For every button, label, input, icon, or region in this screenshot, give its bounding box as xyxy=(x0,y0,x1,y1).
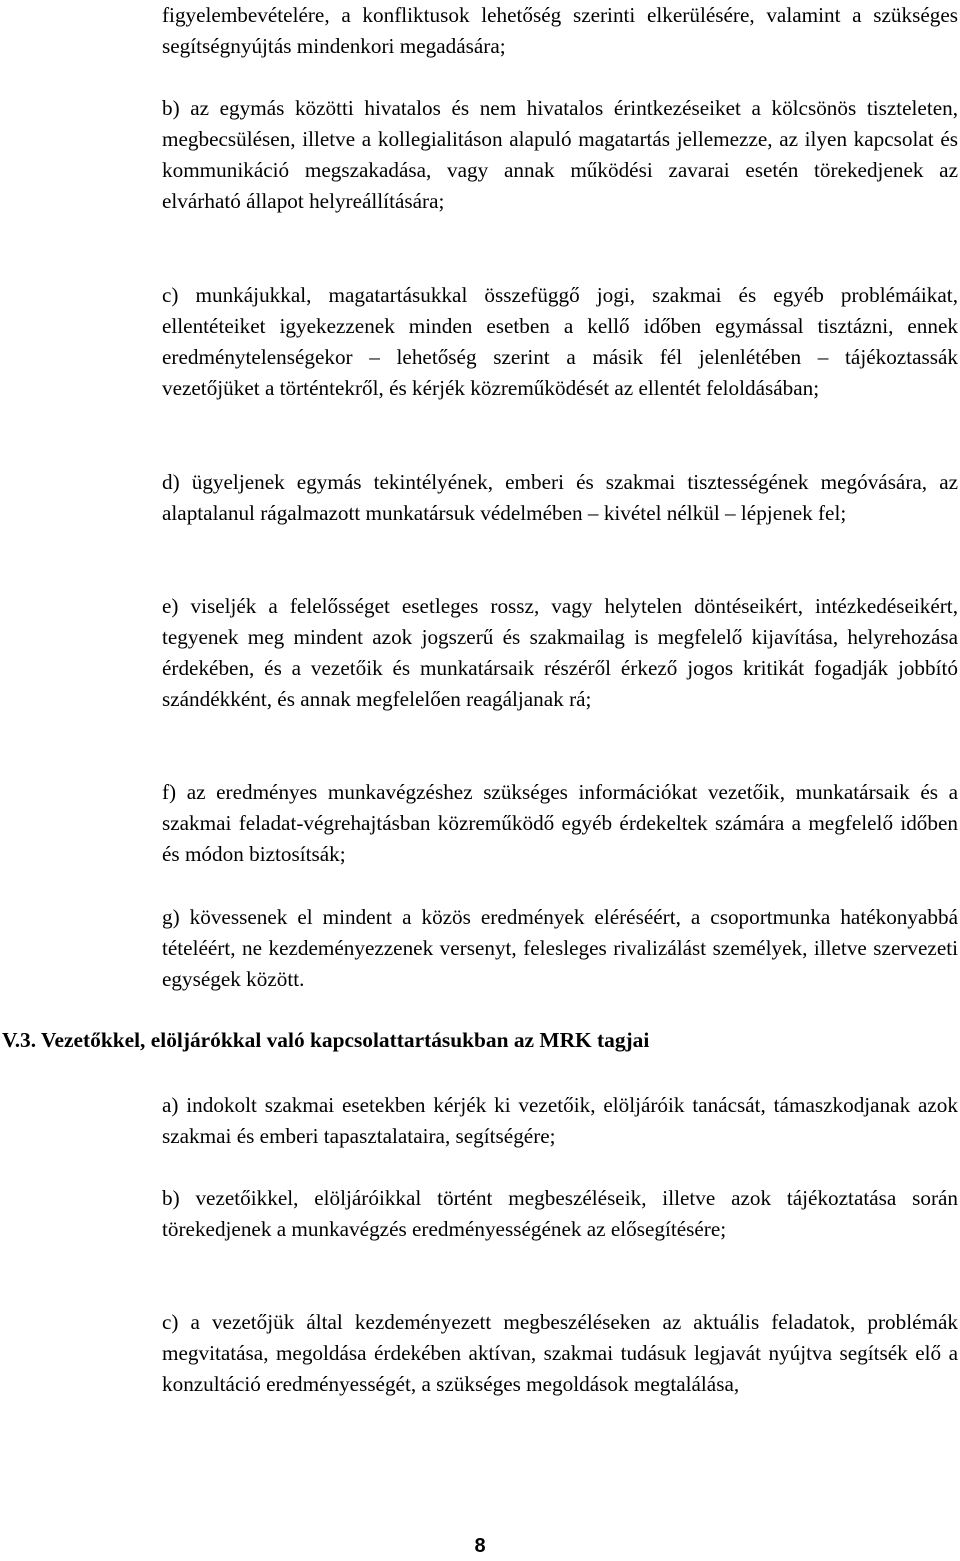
list-item-d: d) ügyeljenek egymás tekintélyének, emberi és szakmai tisztességének megóvására, az alaptalanul rágalmazott munkatársuk védelmében – kivétel nélkül – lépjenek fel; xyxy=(162,470,958,525)
list-item-b: b) az egymás közötti hivatalos és nem hivatalos érintkezéseiket a kölcsönös tiszteleten, megbecsülésen, illetve a kollegialitáson alapuló magatartás jellemezze, az ilyen kapcsolat és kommunikáció megszakadása, vagy annak működési zavarai esetén törekedjenek az elvárható állapot helyreállítására; xyxy=(162,96,958,213)
section-heading: V.3. Vezetőkkel, elöljárókkal való kapcsolattartásukban az MRK tagjai xyxy=(2,1028,650,1052)
section-item-b: b) vezetőikkel, elöljáróikkal történt megbeszéléseik, illetve azok tájékoztatása során törekedjenek a munkavégzés eredményességének az elősegítésére; xyxy=(162,1186,958,1241)
intro-paragraph: figyelembevételére, a konfliktusok lehetőség szerinti elkerülésére, valamint a szükséges segítségnyújtás mindenkori megadására; xyxy=(162,3,958,58)
list-item-g: g) kövessenek el mindent a közös eredmények eléréséért, a csoportmunka hatékonyabbá tételéért, ne kezdeményezzenek versenyt, felesleges rivalizálást személyek, illetve szervezeti egységek között. xyxy=(162,905,958,991)
section-item-a: a) indokolt szakmai esetekben kérjék ki vezetőik, elöljáróik tanácsát, támaszkodjanak azok szakmai és emberi tapasztalataira, segítségére; xyxy=(162,1093,958,1148)
list-item-e: e) viseljék a felelősséget esetleges rossz, vagy helytelen döntéseikért, intézkedéseikért, tegyenek meg mindent azok jogszerű és szakmailag is megfelelő kijavítása, helyrehozása érdekében, és a vezetőik és munkatársaik részéről érkező jogos kritikát fogadják jobbító szándékként, és annak megfelelően reagáljanak rá; xyxy=(162,594,958,711)
list-item-f: f) az eredményes munkavégzéshez szükséges információkat vezetőik, munkatársaik és a szakmai feladat-végrehajtásban közreműködő egyéb érdekeltek számára a megfelelő időben és módon biztosítsák; xyxy=(162,780,958,866)
list-item-c: c) munkájukkal, magatartásukkal összefüggő jogi, szakmai és egyéb problémáikat, ellentéteiket igyekezzenek minden esetben a kellő időben egymással tisztázni, ennek eredménytelenségekor – lehetőség szerint a másik fél jelenlétében – tájékoztassák vezetőjüket a történtekről, és kérjék közreműködését az ellentét feloldásában; xyxy=(162,283,958,400)
page-number: 8 xyxy=(474,1535,486,1557)
section-item-c: c) a vezetőjük által kezdeményezett megbeszéléseken az aktuális feladatok, problémák megvitatása, megoldása érdekében aktívan, szakmai tudásuk legjavát nyújtva segítsék elő a konzultáció eredményességét, a szükséges megoldások megtalálása, xyxy=(162,1310,958,1396)
